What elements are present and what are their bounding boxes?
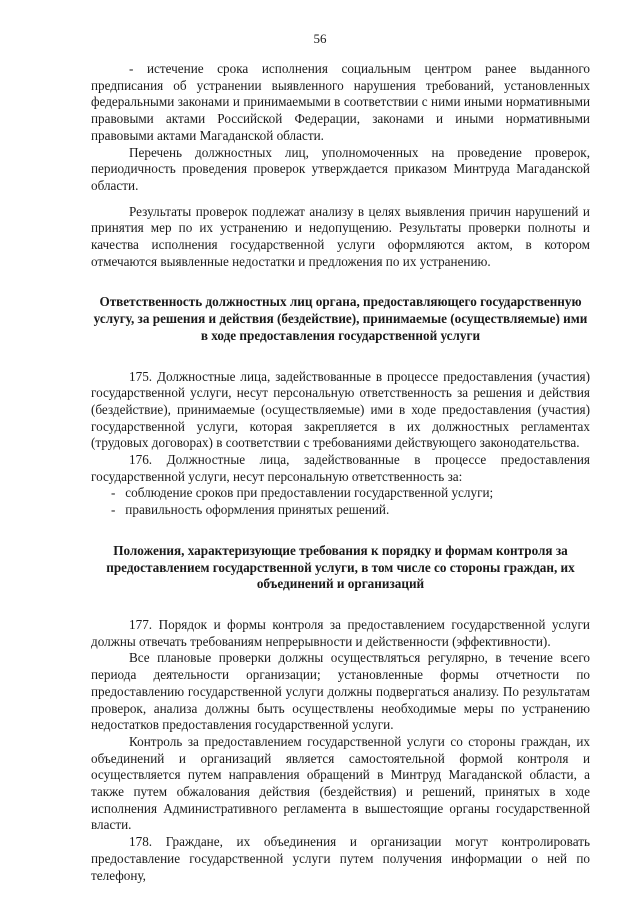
paragraph-inspectors-list: Перечень должностных лиц, уполномоченных на проведение проверок, периодичность проведения проверок утверждается приказом Минтруда Магаданской области. [91,144,590,193]
paragraph-planned-inspections: Все плановые проверки должны осуществляться регулярно, в течение всего периода деятельности организации; установленные формы отчетности по предоставлению государственной услуги должны подвергаться анализу. По результатам проверок, анализа должны быть осуществлены необходимые меры по устранению недостатков предоставления государственной услуги. [91,650,590,733]
list-item: - правильность оформления принятых решений. [111,502,390,518]
paragraph-inspection-results: Результаты проверок подлежат анализу в целях выявления причин нарушений и принятия мер по их устранению и недопущению. Результаты проверки полноты и качества исполнения государственной услуги оформляются актом, в котором отмечаются выявленные недостатки и предложения по их устранению. [91,203,590,269]
document-body [91,61,590,884]
responsibility-list [91,485,590,518]
section-heading-responsibility: Ответственность должностных лиц органа, предоставляющего государственную услугу, за решения и действия (бездействие), принимаемые (осуществляемые) ими в ходе предоставления государственной услуги [93,294,588,343]
paragraph-175: 175. Должностные лица, задействованные в процессе предоставления (участия) государственной услуги, несут персональную ответственность за решения и действия (бездействие), принимаемые (осуществляемые) ими в ходе предоставления (участия) государственной услуги, которая закрепляется в их должностных регламентах (трудовых договорах) в соответствии с требованиями действующего законодательства. [91,368,590,451]
paragraph-citizen-control: Контроль за предоставлением государственной услуги со стороны граждан, их объединений и организаций является самостоятельной формой контроля и осуществляется путем направления обращений в Минтруд Магаданской области, а также путем обжалования действия (бездействия) и решений, принятых в ходе исполнения Административного регламента в вышестоящие органы государственной власти. [91,733,590,833]
section-heading-control: Положения, характеризующие требования к порядку и формам контроля за предоставлением государственной услуги, в том числе со стороны граждан, их объединений и организаций [106,542,575,592]
paragraph-178: 178. Граждане, их объединения и организации могут контролировать предоставление государственной услуги путем получения информации о ней по телефону, [91,834,590,883]
paragraph-violation-deadline: - истечение срока исполнения социальным центром ранее выданного предписания об устранении выявленного нарушения требований, установленных федеральными законами и принимаемыми в соответствии с ними иными нормативными правовыми актами Российской Федерации, законами и иными нормативными правовыми актами Магаданской области. [91,61,590,143]
paragraph-176: 176. Должностные лица, задействованные в процессе предоставления государственной услуги, несут персональную ответственность за: [91,452,590,484]
page-number: 56 [313,31,327,46]
paragraph-177: 177. Порядок и формы контроля за предоставлением государственной услуги должны отвечать требованиям непрерывности и действенности (эффективности). [91,616,590,649]
list-item: - соблюдение сроков при предоставлении государственной услуги; [111,485,494,501]
